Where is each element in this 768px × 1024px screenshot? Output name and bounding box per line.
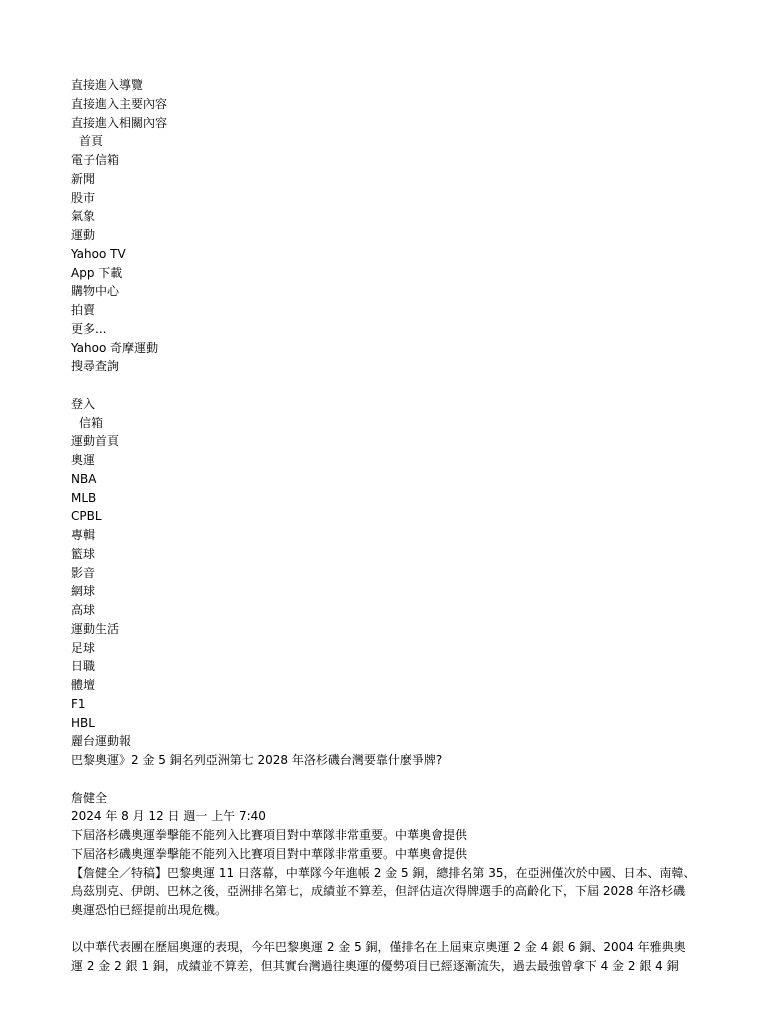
image-caption: 下屆洛杉磯奧運拳擊能不能列入比賽項目對中華隊非常重要。中華奧會提供 <box>71 828 468 842</box>
skip-to-navigation-link[interactable]: 直接進入導覽 <box>71 78 144 92</box>
site-title-link[interactable]: Yahoo 奇摩運動 <box>71 340 159 355</box>
top-nav <box>71 132 697 338</box>
account-links <box>71 395 697 433</box>
sports-nav-mlb[interactable]: MLB <box>71 490 97 505</box>
mail-link[interactable]: 信箱 <box>79 415 104 430</box>
top-nav-sports[interactable]: 運動 <box>71 228 96 242</box>
spacer <box>71 920 697 938</box>
article-paragraph-2: 以中華代表團在歷屆奧運的表現，今年巴黎奧運 2 金 5 銅，僅排名在上屆東京奧運 2 金 4 銀 6 銅、2004 年雅典奧運 2 金 2 銀 1 銅，成績並不算差，但其實台灣過往奧運的優勢項目已經逐漸流失，過去最強曾拿下 4 金 2 銀 4 銅 <box>71 939 686 973</box>
article-paragraph-1: 【詹健全／特稿】巴黎奧運 11 日落幕，中華隊今年進帳 2 金 5 銅，總排名第 35，在亞洲僅次於中國、日本、南韓、烏茲別克、伊朗、巴林之後，亞洲排名第七，成績並不算差，但評估這次得牌選手的高齡化下，下屆 2028 年洛杉磯奧運恐怕已經提前出現危機。 <box>71 865 696 917</box>
top-nav-app-download[interactable]: App 下載 <box>71 265 123 280</box>
sports-nav-tennis[interactable]: 網球 <box>71 584 96 599</box>
sports-nav-npb[interactable]: 日職 <box>71 659 96 674</box>
search-label[interactable]: 搜尋查詢 <box>71 359 120 374</box>
article-author: 詹健全 <box>71 790 108 805</box>
sports-nav-sports-world[interactable]: 體壇 <box>71 678 96 692</box>
top-nav-home[interactable]: 首頁 <box>79 134 104 149</box>
sports-nav-features[interactable]: 專輯 <box>71 528 96 542</box>
sports-nav-golf[interactable]: 高球 <box>71 603 96 617</box>
top-nav-more[interactable]: 更多... <box>71 321 107 336</box>
sports-nav-basketball[interactable]: 籃球 <box>71 546 96 561</box>
sports-nav-soccer[interactable]: 足球 <box>71 640 96 655</box>
article-title: 巴黎奧運》2 金 5 銅名列亞洲第七 2028 年洛杉磯台灣要靠什麼爭牌? <box>71 753 443 767</box>
top-nav-stocks[interactable]: 股市 <box>71 190 96 205</box>
skip-to-related-content-link[interactable]: 直接進入相關內容 <box>71 115 168 130</box>
spacer <box>71 376 697 395</box>
top-nav-mail[interactable]: 電子信箱 <box>71 153 120 167</box>
sports-nav-olympics[interactable]: 奧運 <box>71 453 96 467</box>
top-nav-news[interactable]: 新聞 <box>71 171 96 186</box>
sports-nav-video[interactable]: 影音 <box>71 565 96 580</box>
sports-nav-hbl[interactable]: HBL <box>71 715 95 730</box>
sports-nav-nba[interactable]: NBA <box>71 471 97 486</box>
sports-nav-sports-life[interactable]: 運動生活 <box>71 621 120 636</box>
top-nav-shopping[interactable]: 購物中心 <box>71 284 120 299</box>
skip-links <box>71 76 697 132</box>
top-nav-auction[interactable]: 拍賣 <box>71 303 96 317</box>
spacer <box>71 770 697 789</box>
sports-nav <box>71 432 697 732</box>
sports-nav-cpbl[interactable]: CPBL <box>71 509 102 524</box>
article-source[interactable]: 麗台運動報 <box>71 734 132 749</box>
top-nav-yahoo-tv[interactable]: Yahoo TV <box>71 246 126 261</box>
login-link[interactable]: 登入 <box>71 396 96 411</box>
top-nav-weather[interactable]: 氣象 <box>71 209 96 224</box>
sports-nav-f1[interactable]: F1 <box>71 696 86 711</box>
sports-nav-home[interactable]: 運動首頁 <box>71 434 120 449</box>
article <box>71 732 697 975</box>
article-date: 2024 年 8 月 12 日 週一 上午 7:40 <box>71 809 266 824</box>
skip-to-main-content-link[interactable]: 直接進入主要內容 <box>71 96 168 111</box>
image-caption-alt: 下屆洛杉磯奧運拳擊能不能列入比賽項目對中華隊非常重要。中華奧會提供 <box>71 846 468 861</box>
